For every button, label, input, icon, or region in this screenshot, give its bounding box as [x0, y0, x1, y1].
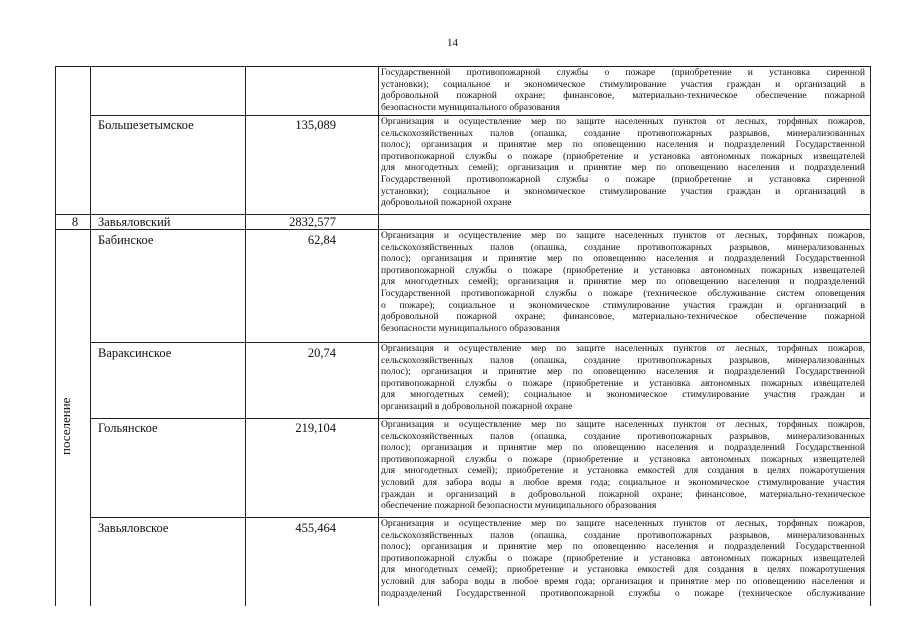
settlement-name: Завьяловское: [98, 521, 169, 535]
settlement-group-label: поселение: [58, 397, 73, 455]
district-number: 8: [71, 215, 79, 229]
measures-description: Организация и осуществление мер по защите населенных пунктов от лесных, торфяных пожаров, сельскохозяйственных палов (опашка, создание противопожарных разрывов, минерализованных полос); организация и принятие мер по оповещению населения и подразделений Государственной противопожарной службы о пожаре (приобретение и установка автономных пожарных извещателей для многодетных семей); приобретение и установка емкостей для создания в целях пожаротушения условий для забора воды в любое время года; организация и принятие мер по оповещению населения и подразделений Государственной противопожарной службы о пожаре (техническое обслуживание: [381, 518, 865, 599]
page-number: 14: [447, 37, 458, 49]
amount-value: 455,464: [295, 521, 336, 535]
settlement-name: Бабинское: [98, 233, 154, 247]
column-divider: [378, 66, 379, 606]
district-total: 2832,577: [289, 215, 336, 229]
settlement-name: Гольянское: [98, 421, 158, 435]
settlement-name: Вараксинское: [98, 346, 172, 360]
measures-description: Государственной противопожарной службы о пожаре (приобретение и установка сиренной установки); социальное и экономическое стимулирование участия граждан и организаций в добровольной пожарной охране; финансовое, материально-техническое обеспечение пожарной безопасности муниципального образования: [381, 67, 865, 113]
measures-description: Организация и осуществление мер по защите населенных пунктов от лесных, торфяных пожаров, сельскохозяйственных палов (опашка, создание противопожарных разрывов, минерализованных полос); организация и принятие мер по оповещению населения и подразделений Государственной противопожарной службы о пожаре (приобретение и установка автономных пожарных извещателей для многодетных семей); организация и принятие мер по оповещению населения и подразделений Государственной противопожарной службы о пожаре (приобретение и установка сиренной установки); социальное и экономическое стимулирование участия граждан и организаций в добровольной пожарной охране: [381, 116, 865, 209]
amount-value: 219,104: [295, 421, 336, 435]
row-divider: [55, 214, 870, 215]
table-border-right: [870, 66, 871, 606]
measures-description: Организация и осуществление мер по защите населенных пунктов от лесных, торфяных пожаров, сельскохозяйственных палов (опашка, создание противопожарных разрывов, минерализованных полос); организация и принятие мер по оповещению населения и подразделений Государственной противопожарной службы о пожаре (приобретение и установка автономных пожарных извещателей для многодетных семей); приобретение и установка емкостей для создания в целях пожаротушения условий для забора воды в любое время года; социальное и экономическое стимулирование участия граждан и организаций в добровольной пожарной охране; финансовое, материально-техническое обеспечение пожарной безопасности муниципального образования: [381, 419, 865, 512]
column-divider: [245, 66, 246, 606]
table-border-left: [55, 66, 56, 606]
amount-value: 20,74: [307, 346, 336, 360]
measures-description: Организация и осуществление мер по защите населенных пунктов от лесных, торфяных пожаров, сельскохозяйственных палов (опашка, создание противопожарных разрывов, минерализованных полос); организация и принятие мер по оповещению населения и подразделений Государственной противопожарной службы о пожаре (приобретение и установка автономных пожарных извещателей для многодетных семей); организация и принятие мер по оповещению населения и подразделений Государственной противопожарной службы о пожаре (техническое обслуживание систем оповещения о пожаре); социальное и экономическое стимулирование участия граждан и организаций в добровольной пожарной охране; финансовое, материально-техническое обеспечение пожарной безопасности муниципального образования: [381, 230, 865, 334]
amount-value: 135,089: [295, 118, 336, 132]
settlement-name: Большезетымское: [98, 118, 194, 132]
measures-description: Организация и осуществление мер по защите населенных пунктов от лесных, торфяных пожаров, сельскохозяйственных палов (опашка, создание противопожарных разрывов, минерализованных полос); организация и принятие мер по оповещению населения и подразделений Государственной противопожарной службы о пожаре (приобретение и установка автономных пожарных извещателей для многодетных семей); социальное и экономическое стимулирование участия граждан и организаций в добровольной пожарной охране: [381, 343, 865, 412]
district-name: Завьяловский: [98, 215, 171, 229]
amount-value: 62,84: [307, 233, 336, 247]
column-divider: [90, 66, 91, 606]
